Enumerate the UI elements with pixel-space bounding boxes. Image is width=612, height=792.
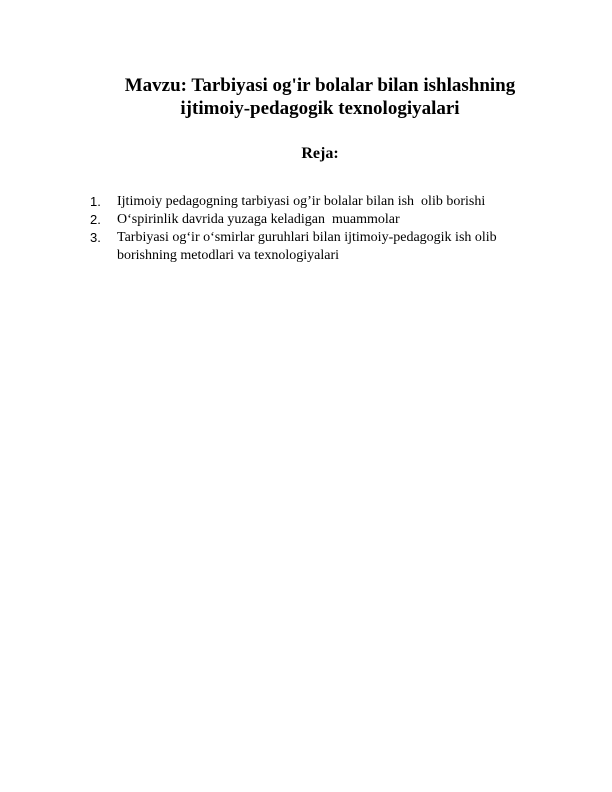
plan-item-number: 1.	[90, 194, 101, 209]
plan-item-2	[90, 211, 570, 229]
title-line-2: ijtimoiy-pedagogik texnologiyalari	[180, 98, 460, 119]
plan-item-1	[90, 193, 570, 211]
title-line-1: Mavzu: Tarbiyasi og'ir bolalar bilan ishlashning	[124, 75, 516, 96]
plan-item-line: Ijtimoiy pedagogning tarbiyasi og’ir bolalar bilan ish olib borishi	[117, 194, 486, 209]
plan-item-text	[117, 211, 570, 229]
plan-item-text	[117, 193, 570, 211]
document-title	[60, 74, 580, 120]
plan-item-line: Tarbiyasi og‘ir o‘smirlar guruhlari bilan ijtimoiy-pedagogik ish olib	[117, 230, 497, 245]
plan-item-number: 2.	[90, 212, 101, 227]
plan-list	[90, 193, 570, 265]
plan-item-line: O‘spirinlik davrida yuzaga keladigan muammolar	[117, 212, 400, 227]
plan-heading: Reja:	[301, 145, 339, 162]
plan-item-text	[117, 229, 570, 265]
plan-item-number: 3.	[90, 230, 101, 245]
plan-item-3	[90, 229, 570, 265]
plan-item-line: borishning metodlari va texnologiyalari	[117, 248, 340, 263]
